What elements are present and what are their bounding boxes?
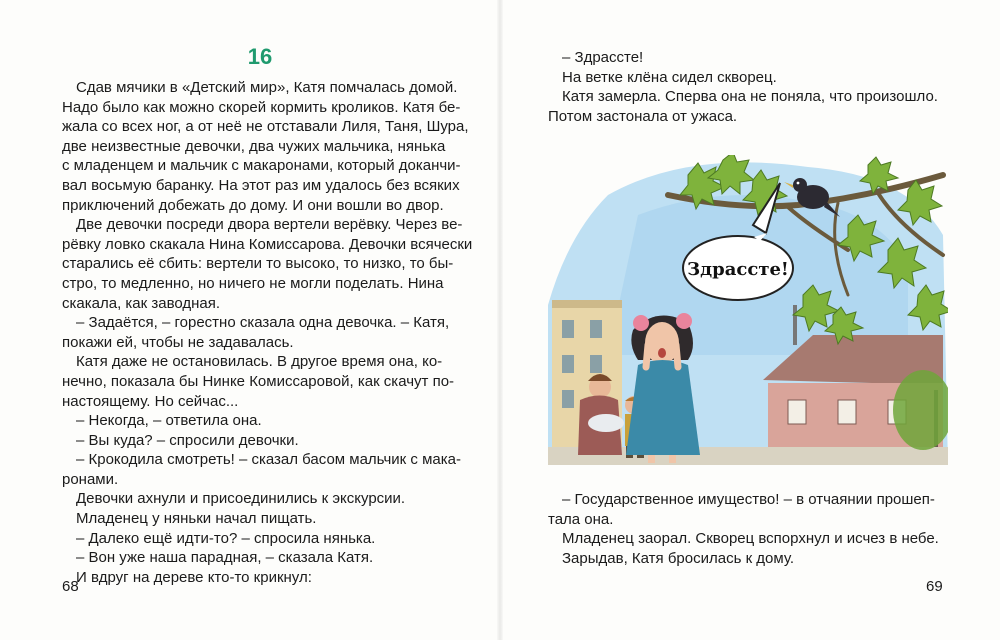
text-line: – Здрассте! (562, 49, 644, 66)
text-line: – Некогда, – ответила она. (76, 412, 262, 430)
left-page-text (62, 78, 473, 587)
text-line: ронами. (62, 470, 119, 488)
text-line: Зарыдав, Катя бросилась к дому. (562, 549, 795, 567)
text-line: Катя даже не остановилась. В другое время она, ко- (76, 353, 443, 371)
text-line: И вдруг на дереве кто-то крикнул: (76, 568, 312, 586)
text-line: вал восьмую баранку. На этот раз им удалось без всяких (62, 176, 460, 194)
speech-bubble-text: Здрассте! (687, 259, 789, 280)
text-line: Катя замерла. Сперва она не поняла, что произошло. (562, 88, 938, 106)
text-line: – Крокодила смотреть! – сказал басом мальчик с мака- (76, 451, 461, 469)
text-line: – Вы куда? – спросили девочки. (76, 431, 299, 449)
text-line: старались её сбить: вертели то высоко, то низко, то бы- (62, 255, 454, 273)
text-line: покажи ей, чтобы не задавалась. (62, 333, 294, 351)
chapter-number: 16 (247, 44, 273, 69)
text-line: Две девочки посреди двора вертели верёвку. Через ве- (76, 216, 463, 234)
right-page-text-top (548, 48, 948, 126)
text-line: Младенец заорал. Скворец вспорхнул и исчез в небе. (562, 530, 939, 548)
text-line: – Далеко ещё идти-то? – спросила нянька. (76, 529, 376, 547)
text-line: с младенцем и мальчик с макаронами, который доканчи- (62, 157, 461, 175)
text-line: – Вон уже наша парадная, – сказала Катя. (76, 549, 374, 567)
text-line: Надо было как можно скорей кормить кроликов. Катя бе- (62, 98, 461, 116)
page-number-left: 68 (62, 578, 79, 595)
text-line: – Задаётся, – горестно сказала одна девочка. – Катя, (76, 314, 450, 332)
page-number-right: 69 (926, 578, 943, 595)
text-line: две неизвестные девочки, два чужих мальчика, нянька (62, 137, 446, 155)
text-line: Девочки ахнули и присоединились к экскурсии. (76, 490, 406, 508)
text-line: Сдав мячики в «Детский мир», Катя помчалась домой. (76, 79, 458, 96)
text-line: нечно, показала бы Нинке Комиссаровой, как скачут по- (62, 372, 455, 390)
text-line: скакала, как заводная. (62, 294, 221, 312)
text-line: Потом застонала от ужаса. (548, 107, 738, 125)
right-page (500, 0, 1000, 640)
text-line: – Государственное имущество! – в отчаянии прошеп- (562, 491, 935, 508)
starling-on-maple-illustration (548, 155, 948, 465)
katya-figure (626, 313, 700, 463)
text-line: стро, то медленно, но ничего не могли поделать. Нина (62, 274, 444, 292)
text-line: жала со всех ног, а от неё не отставали Лиля, Таня, Шура, (62, 118, 469, 136)
text-line: приключений добежать до дому. И они вошли во двор. (62, 196, 444, 214)
text-line: Младенец у няньки начал пищать. (76, 510, 317, 528)
text-line: рёвку ловко скакала Нина Комиссарова. Девочки всячески (62, 235, 473, 253)
text-line: тала она. (548, 510, 614, 528)
text-line: настоящему. Но сейчас... (62, 392, 239, 410)
text-line: На ветке клёна сидел скворец. (562, 68, 777, 86)
right-page-text-bottom (548, 490, 948, 568)
